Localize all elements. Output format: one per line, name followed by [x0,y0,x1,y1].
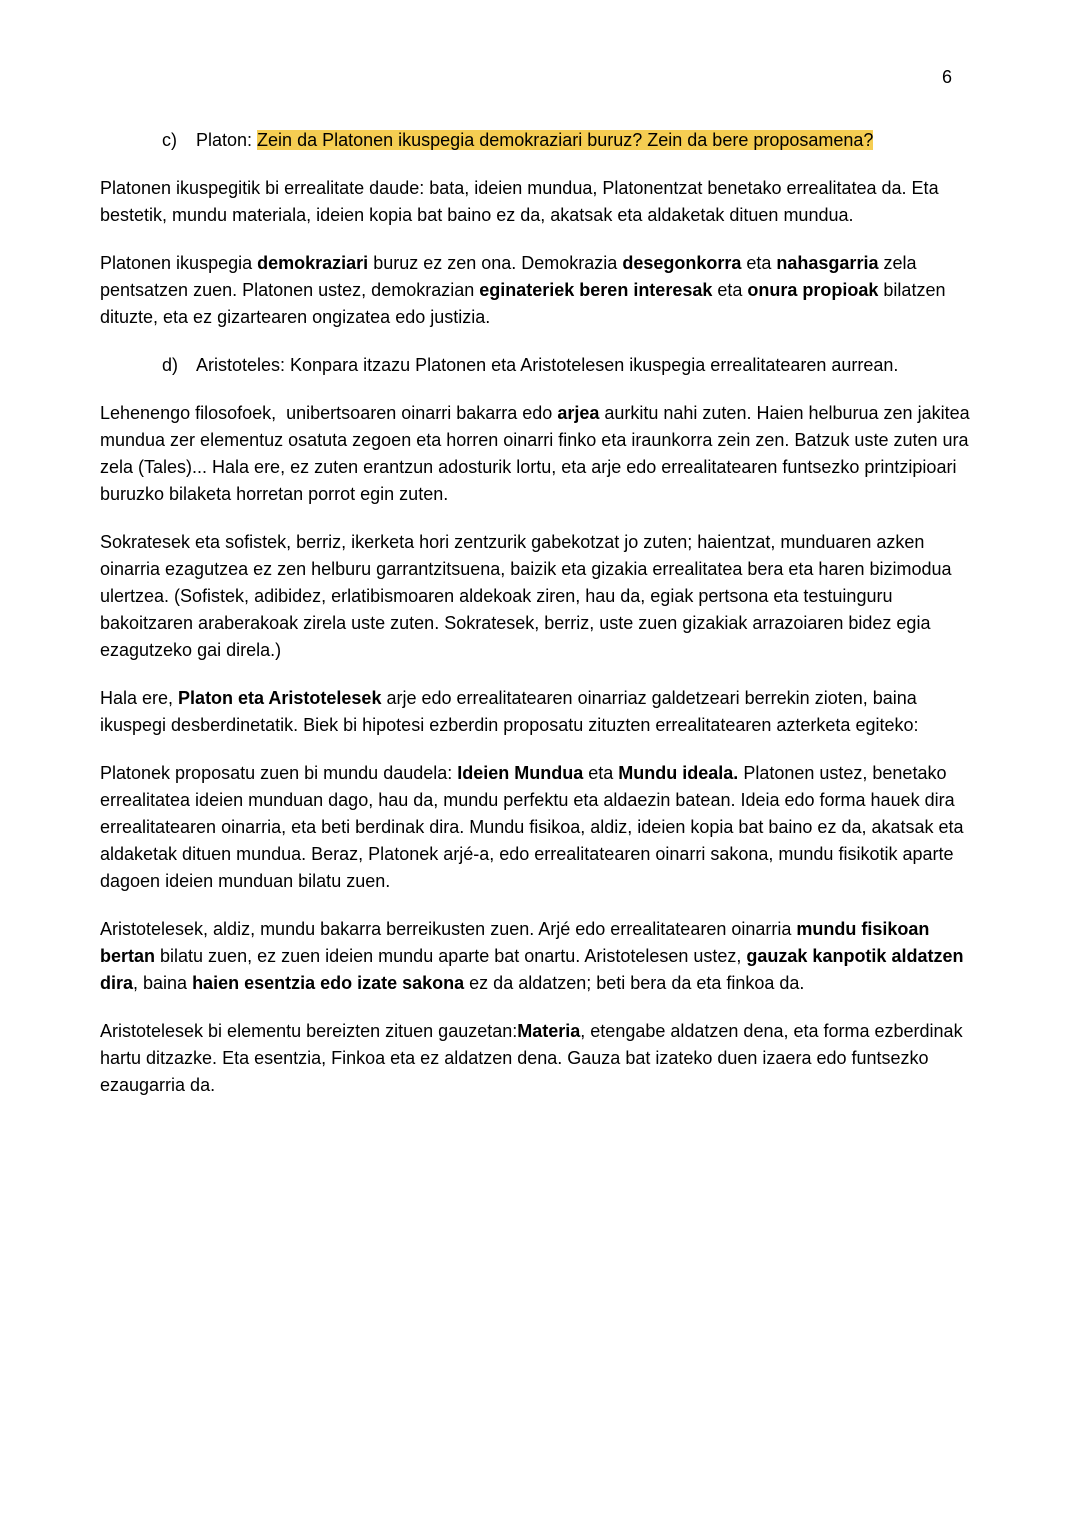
paragraph [100,400,975,508]
bold-text: desegonkorra [622,253,742,273]
text-run: eta [741,253,777,273]
bold-text: mundu fisikoan bertan [100,919,935,966]
bold-text: eginateriek beren interesak [479,280,713,300]
text-run: Aristoteles: Konpara itzazu Platonen eta Aristotelesen ikuspegia errealitatearen aurrean. [196,355,899,375]
text-run: Platonen ustez, benetako errealitatea ideien munduan dago, hau da, mundu perfektu eta aldaezin batean. Ideia edo forma hauek dira errealitatearen oinarria, eta beti berdinak dira. Mundu fisikoa, aldiz, ideien kopia bat baino ez da, akatsak eta aldaketak dituen mundua. Beraz, Platonek arjé-a, edo errealitatearen oinarri sakona, mundu fisikotik aparte dagoen ideien munduan bilatu zuen. [100,763,969,891]
bold-text: demokraziari [257,253,369,273]
list-marker: c) [162,130,177,150]
highlighted-text: Zein da Platonen ikuspegia demokraziari buruz? Zein da bere proposamena? [257,130,874,150]
text-run: bilatzen dituzte, eta ez gizartearen ongizatea edo justizia. [100,280,951,327]
bold-text: haien esentzia edo izate sakona [192,973,465,993]
text-run: buruz ez zen ona. Demokrazia [368,253,623,273]
paragraph [100,529,972,664]
paragraph [100,1018,972,1099]
list-item-text [196,352,972,379]
text-run: Platonen ikuspegitik bi errealitate daude: bata, ideien mundua, Platonentzat benetako errealitatea da. Eta bestetik, mundu materiala, ideien kopia bat baino ez da, akatsak eta aldaketak dituen mundua. [100,178,944,225]
paragraph [100,760,972,895]
text-run: Aristotelesek, aldiz, mundu bakarra berreikusten zuen. Arjé edo errealitatearen oinarria [100,919,797,939]
bold-text: Materia [517,1021,581,1041]
text-run: Platonen ikuspegia [100,253,258,273]
text-run: aurkitu nahi zuten. Haien helburua zen jakitea mundua zer elementuz osatuta zegoen eta horren oinarri finko eta iraunkorra zein zen. Batzuk uste zuten ura zela (Tales)... Hala ere, ez zuten erantzun adosturik lortu, eta arje edo errealitatearen funtsezko printzipioari buruzko bilaketa horretan porrot egin zuten. [100,403,975,504]
text-run: Hala ere, [100,688,179,708]
text-run: Sokratesek eta sofistek, berriz, ikerketa hori zentzurik gabekotzat jo zuten; haientzat, munduaren azken oinarria ezagutzea ez zen helburu garrantzitsuena, baizik eta gizakia errealitatea bera eta haren bizimodua ulertzea. (Sofistek, adibidez, erlatibismoaren aldekoak ziren, hau da, egiak pertsona eta testuinguru bakoitzaren araberakoak zirela uste zuten. Sokratesek, berriz, uste zuen gizakiak arrazoiaren bidez egia ezagutzeko gai direla.) [100,532,957,660]
text-run: , etengabe aldatzen dena, eta forma ezberdinak hartu ditzazke. Eta esentzia, Finkoa eta ez aldatzen dena. Gauza bat izateko duen izaera edo funtsezko ezaugarria da. [100,1021,968,1095]
text-run: Platonek proposatu zuen bi mundu daudela: [100,763,458,783]
text-run: eta [583,763,619,783]
bold-text: arjea [557,403,600,423]
bold-text: Platon eta Aristotelesek [178,688,382,708]
bold-text: Mundu ideala. [618,763,739,783]
list-marker: d) [162,355,179,375]
text-run: Lehenengo filosofoek, unibertsoaren oinarri bakarra edo [100,403,558,423]
text-run: Platon: [196,130,258,150]
text-run: arje edo errealitatearen oinarriaz galdetzeari berrekin zioten, baina ikuspegi desberdinetatik. Biek bi hipotesi ezberdin proposatu zituzten errealitatearen azterketa egiteko: [100,688,922,735]
list-item [100,127,972,154]
bold-text: Ideien Mundua [457,763,584,783]
text-run: eta [712,280,748,300]
text-run: bilatu zuen, ez zuen ideien mundu aparte bat onartu. Aristotelesen ustez, [155,946,747,966]
text-run: Aristotelesek bi elementu bereizten zituen gauzetan: [100,1021,518,1041]
text-run: ez da aldatzen; beti bera da eta finkoa da. [464,973,805,993]
bold-text: nahasgarria [776,253,879,273]
paragraph [100,175,972,229]
paragraph [100,250,972,331]
bold-text: gauzak kanpotik aldatzen dira [100,946,969,993]
paragraph [100,916,972,997]
document-body [100,127,975,1120]
list-item-text [196,127,972,154]
text-run: zela pentsatzen zuen. Platonen ustez, demokrazian [100,253,922,300]
bold-text: onura propioak [747,280,879,300]
list-item [100,352,972,379]
page-number: 6 [941,67,952,87]
text-run: , baina [133,973,193,993]
paragraph [100,685,972,739]
